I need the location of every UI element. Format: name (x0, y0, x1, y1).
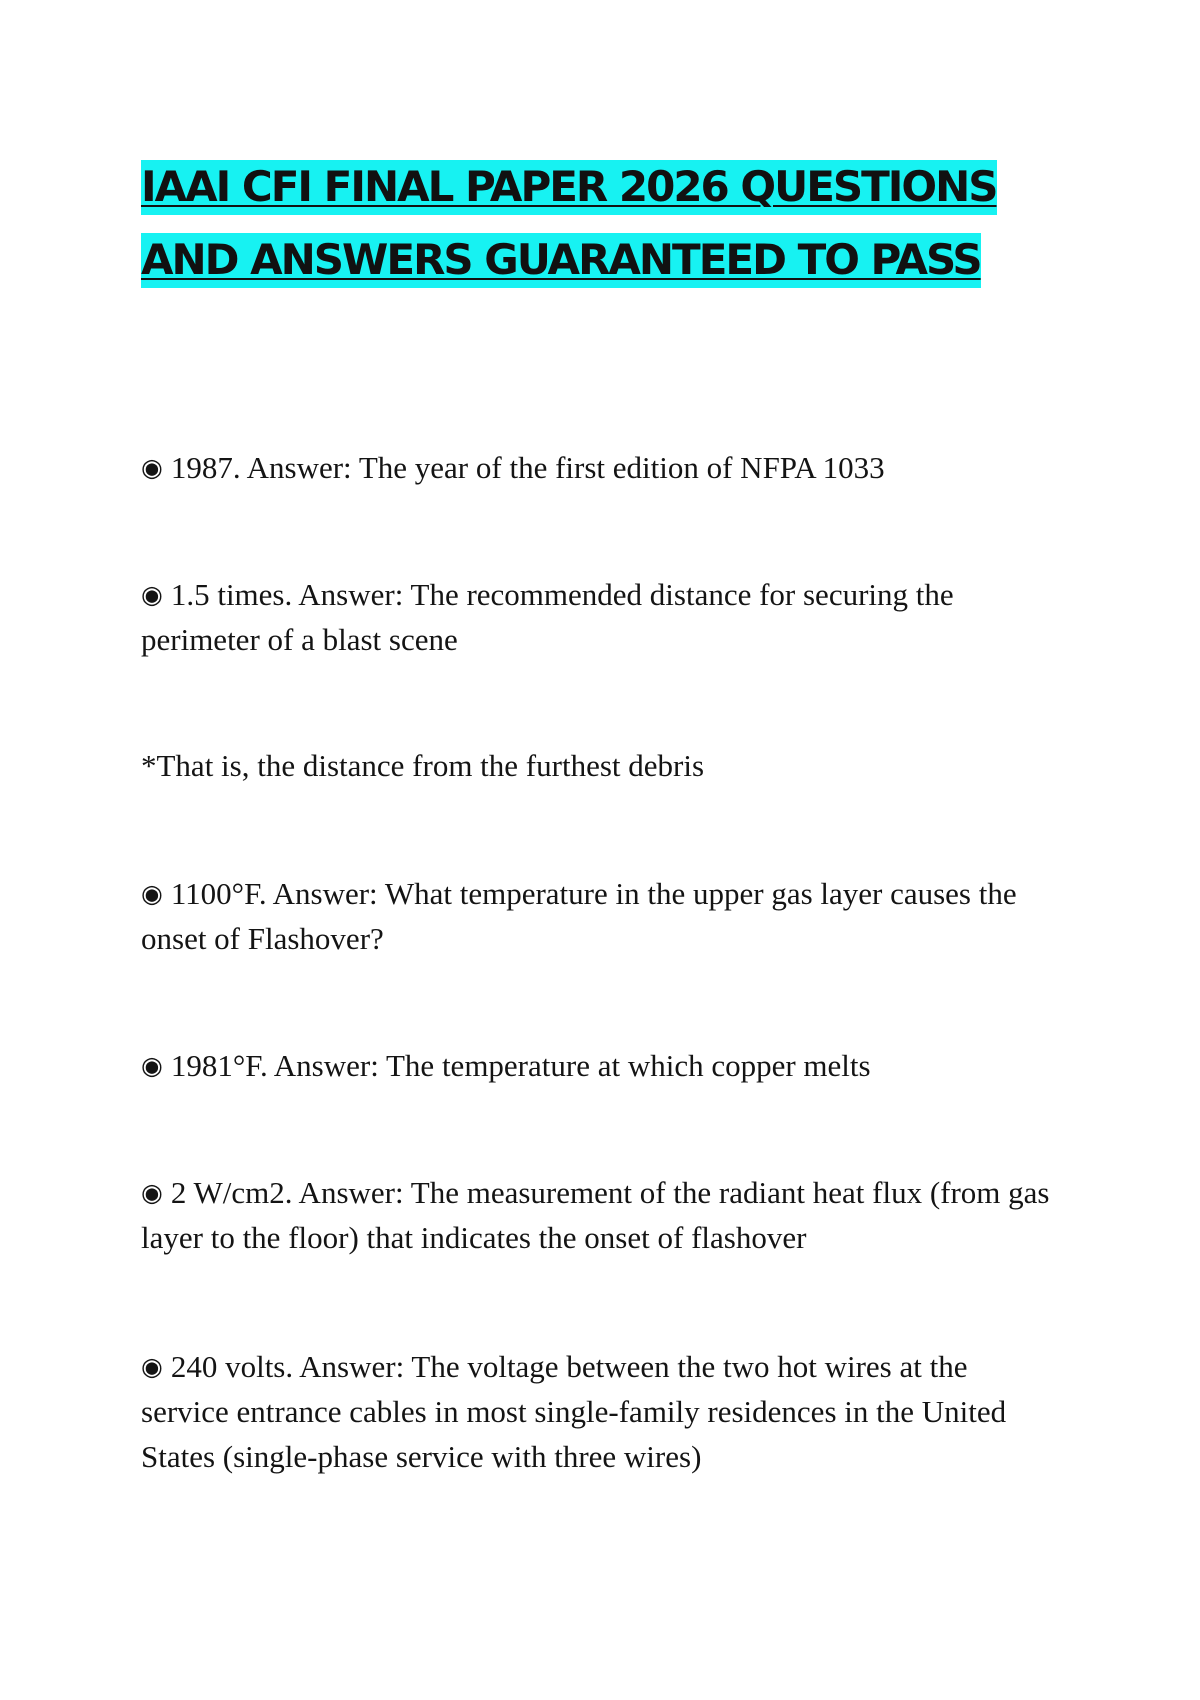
qa-item-text: 2 W/cm2. Answer: The measurement of the radiant heat flux (from gas layer to the floor) that indicates the onset of flashover (141, 1175, 1050, 1255)
bullet-icon: ◉ (141, 453, 163, 482)
qa-item-text: 240 volts. Answer: The voltage between the two hot wires at the service entrance cables in most single-family residences in the United States (single-phase service with three wires) (141, 1349, 1007, 1474)
qa-note-text: *That is, the distance from the furthest debris (141, 748, 705, 783)
qa-item (141, 445, 1051, 490)
bullet-icon: ◉ (141, 580, 163, 609)
qa-item (141, 1344, 1051, 1479)
qa-item-text: 1.5 times. Answer: The recommended distance for securing the perimeter of a blast scene (141, 577, 954, 657)
bullet-icon: ◉ (141, 1051, 163, 1080)
qa-item-text: 1100°F. Answer: What temperature in the upper gas layer causes the onset of Flashover? (141, 876, 1017, 956)
qa-item (141, 1043, 1051, 1088)
title-highlight: IAAI CFI FINAL PAPER 2026 QUESTIONS AND ANSWERS GUARANTEED TO PASS (141, 160, 997, 288)
qa-item-text: 1981°F. Answer: The temperature at which copper melts (170, 1048, 871, 1083)
bullet-icon: ◉ (141, 1178, 163, 1207)
qa-note (141, 743, 1051, 788)
qa-item-text: 1987. Answer: The year of the first edition of NFPA 1033 (170, 450, 885, 485)
document-title (141, 150, 1041, 296)
bullet-icon: ◉ (141, 879, 163, 908)
qa-item (141, 1170, 1051, 1260)
qa-item (141, 572, 1051, 662)
bullet-icon: ◉ (141, 1352, 163, 1381)
qa-item (141, 871, 1051, 961)
